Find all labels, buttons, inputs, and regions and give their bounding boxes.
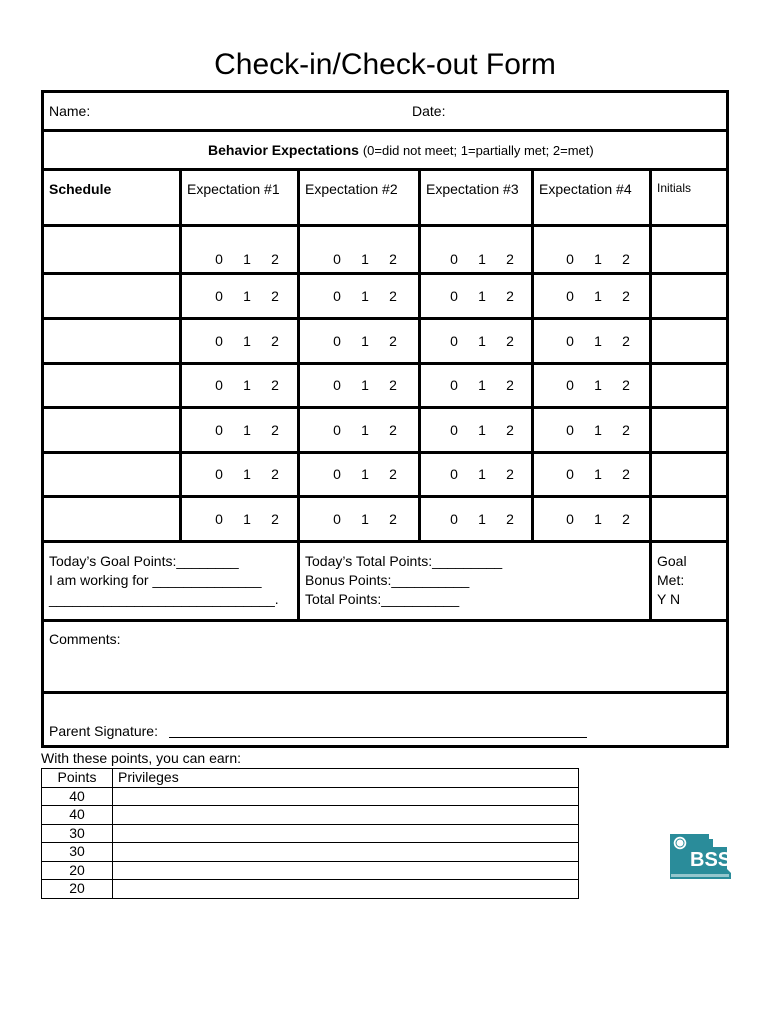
signature-line [169, 737, 587, 738]
score-options [440, 288, 540, 304]
working-for-label: I am working for ______________ [49, 572, 262, 588]
score-option[interactable]: 0 [450, 288, 458, 304]
divider [44, 495, 726, 498]
score-option[interactable]: 2 [271, 333, 279, 349]
table-row [42, 843, 579, 862]
table-header-row [42, 769, 579, 788]
divider [44, 691, 726, 694]
score-option[interactable]: 1 [478, 288, 486, 304]
score-option[interactable]: 1 [243, 251, 251, 267]
score-option[interactable]: 2 [622, 251, 630, 267]
points-cell: 20 [42, 880, 113, 899]
score-option[interactable]: 1 [594, 377, 602, 393]
privilege-cell[interactable] [113, 880, 579, 899]
expectation-3-header: Expectation #3 [426, 181, 519, 197]
goal-met-line-1: Goal [657, 553, 687, 569]
score-option[interactable]: 0 [450, 251, 458, 267]
score-options [440, 251, 540, 267]
privileges-table [41, 768, 579, 899]
score-option[interactable]: 1 [243, 333, 251, 349]
score-option[interactable]: 1 [478, 511, 486, 527]
score-options [205, 288, 305, 304]
score-option[interactable]: 0 [566, 251, 574, 267]
score-option[interactable]: 0 [450, 422, 458, 438]
score-option[interactable]: 1 [478, 333, 486, 349]
score-option[interactable]: 1 [478, 466, 486, 482]
score-options [440, 422, 540, 438]
score-option[interactable]: 0 [566, 511, 574, 527]
privilege-cell[interactable] [113, 806, 579, 825]
goal-met-section [657, 552, 687, 609]
score-options [556, 251, 656, 267]
score-options [323, 511, 423, 527]
total-points-label: Total Points:__________ [305, 591, 460, 607]
divider [418, 168, 421, 543]
score-options [205, 511, 305, 527]
score-options [323, 333, 423, 349]
score-option[interactable]: 2 [622, 377, 630, 393]
score-option[interactable]: 0 [450, 466, 458, 482]
logo-text: BSS [690, 849, 732, 871]
score-option[interactable]: 2 [271, 377, 279, 393]
points-cell: 30 [42, 824, 113, 843]
score-option[interactable]: 2 [506, 466, 514, 482]
score-options [205, 377, 305, 393]
score-option[interactable]: 0 [215, 466, 223, 482]
divider [179, 168, 182, 543]
score-options [440, 377, 540, 393]
score-options [556, 422, 656, 438]
score-option[interactable]: 2 [389, 422, 397, 438]
score-option[interactable]: 2 [389, 377, 397, 393]
divider [44, 272, 726, 275]
score-option[interactable]: 0 [333, 333, 341, 349]
score-options [440, 511, 540, 527]
score-option[interactable]: 1 [361, 251, 369, 267]
score-option[interactable]: 2 [389, 288, 397, 304]
score-option[interactable]: 2 [622, 466, 630, 482]
score-option[interactable]: 2 [271, 511, 279, 527]
score-options [323, 288, 423, 304]
score-options [323, 377, 423, 393]
privilege-cell[interactable] [113, 843, 579, 862]
score-option[interactable]: 1 [243, 422, 251, 438]
expectation-1-header: Expectation #1 [187, 181, 280, 197]
score-option[interactable]: 1 [594, 288, 602, 304]
score-option[interactable]: 1 [594, 251, 602, 267]
score-option[interactable]: 1 [361, 422, 369, 438]
score-option[interactable]: 0 [215, 511, 223, 527]
comments-label: Comments: [49, 631, 121, 647]
score-option[interactable]: 0 [215, 333, 223, 349]
behavior-title: Behavior Expectations [208, 142, 359, 158]
points-cell: 40 [42, 806, 113, 825]
score-option[interactable]: 1 [361, 377, 369, 393]
score-option[interactable]: 2 [622, 422, 630, 438]
score-option[interactable]: 1 [594, 466, 602, 482]
table-row [42, 787, 579, 806]
parent-signature-label: Parent Signature: [49, 723, 158, 739]
score-options [205, 466, 305, 482]
score-option[interactable]: 2 [389, 251, 397, 267]
score-options [440, 333, 540, 349]
score-options [205, 422, 305, 438]
divider [44, 224, 726, 227]
points-cell: 20 [42, 861, 113, 880]
divider [44, 168, 726, 171]
points-cell: 30 [42, 843, 113, 862]
bonus-points-label: Bonus Points:__________ [305, 572, 470, 588]
score-option[interactable]: 1 [243, 377, 251, 393]
score-option[interactable]: 0 [215, 288, 223, 304]
score-option[interactable]: 0 [450, 511, 458, 527]
divider [649, 168, 652, 622]
page-title: Check-in/Check-out Form [214, 48, 556, 81]
score-options [556, 288, 656, 304]
score-option[interactable]: 0 [566, 333, 574, 349]
score-option[interactable]: 1 [478, 422, 486, 438]
expectation-4-header: Expectation #4 [539, 181, 632, 197]
score-option[interactable]: 1 [478, 251, 486, 267]
score-option[interactable]: 0 [215, 377, 223, 393]
score-options [205, 333, 305, 349]
score-option[interactable]: 1 [594, 511, 602, 527]
table-row [42, 861, 579, 880]
score-option[interactable]: 0 [566, 466, 574, 482]
divider [44, 619, 726, 622]
table-row [42, 806, 579, 825]
score-options [556, 377, 656, 393]
score-option[interactable]: 2 [506, 511, 514, 527]
divider [531, 168, 534, 543]
score-option[interactable]: 2 [389, 333, 397, 349]
points-cell: 40 [42, 787, 113, 806]
score-option[interactable]: 2 [506, 333, 514, 349]
goal-points-label: Today’s Goal Points:________ [49, 553, 239, 569]
score-option[interactable]: 0 [215, 422, 223, 438]
score-option[interactable]: 2 [506, 251, 514, 267]
divider [297, 168, 300, 622]
table-row [42, 824, 579, 843]
divider [44, 540, 726, 543]
divider [44, 406, 726, 409]
score-option[interactable]: 2 [271, 422, 279, 438]
divider [44, 362, 726, 365]
date-label: Date: [412, 103, 446, 119]
table-row [42, 880, 579, 899]
expectation-2-header: Expectation #2 [305, 181, 398, 197]
privileges-header: Privileges [113, 769, 579, 788]
score-option[interactable]: 0 [566, 288, 574, 304]
score-options [323, 251, 423, 267]
score-option[interactable]: 2 [271, 466, 279, 482]
score-option[interactable]: 1 [243, 511, 251, 527]
score-options [205, 251, 305, 267]
score-option[interactable]: 0 [566, 422, 574, 438]
score-option[interactable]: 2 [622, 333, 630, 349]
score-option[interactable]: 2 [622, 288, 630, 304]
behavior-expectations-heading [208, 142, 594, 158]
score-option[interactable]: 2 [389, 511, 397, 527]
points-header: Points [42, 769, 113, 788]
score-option[interactable]: 0 [215, 251, 223, 267]
score-option[interactable]: 2 [506, 377, 514, 393]
privilege-cell[interactable] [113, 824, 579, 843]
goal-section [49, 552, 279, 609]
score-option[interactable]: 2 [389, 466, 397, 482]
score-option[interactable]: 1 [478, 377, 486, 393]
score-option[interactable]: 0 [333, 288, 341, 304]
score-option[interactable]: 2 [271, 251, 279, 267]
score-option[interactable]: 1 [243, 466, 251, 482]
score-option[interactable]: 1 [361, 333, 369, 349]
score-option[interactable]: 1 [361, 288, 369, 304]
divider [44, 129, 726, 132]
score-options [323, 422, 423, 438]
score-option[interactable]: 0 [566, 377, 574, 393]
privilege-cell[interactable] [113, 861, 579, 880]
score-option[interactable]: 1 [361, 466, 369, 482]
behavior-legend: (0=did not meet; 1=partially met; 2=met) [362, 143, 594, 158]
checkin-form-table [41, 90, 729, 748]
goal-met-line-2: Met: [657, 572, 685, 588]
score-options [440, 466, 540, 482]
goal-met-yn: Y N [657, 591, 681, 607]
score-option[interactable]: 0 [333, 422, 341, 438]
name-label: Name: [49, 103, 91, 119]
score-option[interactable]: 0 [333, 377, 341, 393]
score-option[interactable]: 0 [333, 511, 341, 527]
score-option[interactable]: 0 [450, 377, 458, 393]
initials-header: Initials [657, 181, 692, 195]
score-options [556, 466, 656, 482]
divider [44, 317, 726, 320]
score-option[interactable]: 0 [333, 466, 341, 482]
score-option[interactable]: 0 [450, 333, 458, 349]
bss-logo-icon [669, 833, 733, 881]
score-option[interactable]: 2 [506, 422, 514, 438]
divider [44, 451, 726, 454]
score-option[interactable]: 1 [594, 422, 602, 438]
score-options [323, 466, 423, 482]
score-option[interactable]: 1 [594, 333, 602, 349]
privilege-cell[interactable] [113, 787, 579, 806]
score-option[interactable]: 1 [243, 288, 251, 304]
working-for-blank: _____________________________. [49, 591, 279, 607]
todays-total-label: Today’s Total Points:_________ [305, 553, 503, 569]
score-option[interactable]: 2 [506, 288, 514, 304]
score-option[interactable]: 0 [333, 251, 341, 267]
score-option[interactable]: 2 [271, 288, 279, 304]
score-options [556, 333, 656, 349]
score-option[interactable]: 1 [361, 511, 369, 527]
score-options [556, 511, 656, 527]
earn-label: With these points, you can earn: [41, 750, 241, 766]
points-section [305, 552, 502, 609]
score-option[interactable]: 2 [622, 511, 630, 527]
schedule-header: Schedule [49, 181, 112, 197]
